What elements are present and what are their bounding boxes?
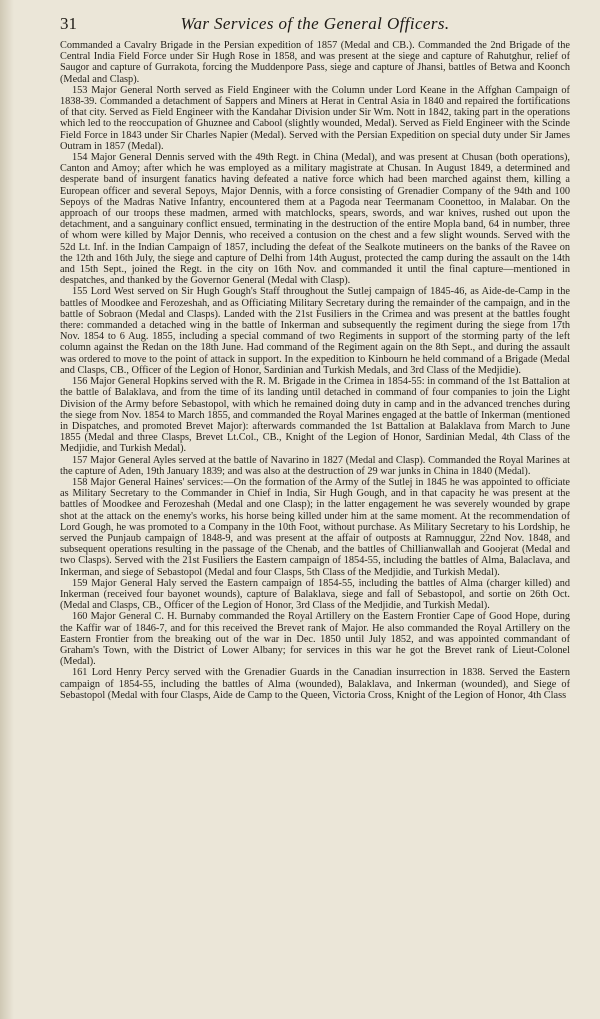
- running-title: War Services of the General Officers.: [180, 14, 450, 33]
- page-header: [60, 14, 570, 38]
- paragraph-153: 153 Major General North served as Field Engineer with the Column under Lord Keane in the Affghan Campaign of 1838-39. Commanded a detachment of Sappers and Miners at Herat in Central Asia in 1840 and repaired the fortifications of that city. Served as Field Engineer with the Kandahar Division under Sir Wm. Nott in 1842, taking part in the operations which led to the reoccupation of Ghuznee and Cabool (slightly wounded, Medal). Served as Field Engineer with the Scinde Field Force in 1843 under Sir Charles Napier (Medal). Served with the Persian Expedition on special duty under Sir James Outram in 1857 (Medal).: [60, 84, 570, 152]
- paragraph-157: 157 Major General Ayles served at the battle of Navarino in 1827 (Medal and Clasp). Commanded the Royal Marines at the capture of Aden, 19th January 1839; and was also at the destruction of 29 war junks in China in 1840 (Medal).: [60, 454, 570, 477]
- page-number: 31: [60, 14, 77, 33]
- paragraph-154: 154 Major General Dennis served with the 49th Regt. in China (Medal), and was present at Chusan (both operations), Canton and Amoy; after which he was employed as a military magistrate at Chusan. In August 1849, a determined and desperate band of insurgent fanatics having defeated a native force which had been marched against them, killing a European officer and several Sepoys, Major Dennis, with a force consisting of Grenadier Company of the 94th and 100 Sepoys of the Madras Native Infantry, encountered them at a Pagoda near Teermanam Coonettoo, in Malabar. On the approach of our troops these madmen, armed with matchlocks, spears, swords, and war knives, rushed out upon the detachment, and a sanguinary conflict ensued, terminating in the destruction of the entire Mopla band, 64 in number, three of whom were killed by Major Dennis, who received a contusion on the chest and a few slight wounds. Served with the 52d Lt. Inf. in the Indian Campaign of 1857, including the defeat of the Sealkote mutineers on the banks of the Ravee on the 12th and 16th July, the siege and capture of Delhi from 14th August, protected the camp during the assault on the 14th and 15th Sept., joined the Regt. in the city on 16th Nov. and commanded it until the final capture—mentioned in despatches, and thanked by the Governor General (Medal with Clasp).: [60, 152, 570, 287]
- paragraph-161: 161 Lord Henry Percy served with the Grenadier Guards in the Canadian insurrection in 1838. Served the Eastern campaign of 1854-55, including the battles of Alma (wounded), Balaklava, and Inkerman (wounded), and Siege of Sebastopol (Medal with four Clasps, Aide de Camp to the Queen, Victoria Cross, Knight of the Legion of Honor, 4th Class: [60, 667, 570, 701]
- page-gutter-shadow: [0, 0, 14, 1019]
- paragraph-159: 159 Major General Haly served the Eastern campaign of 1854-55, including the battles of Alma (charger killed) and Inkerman (received four bayonet wounds), capture of Balaklava, siege and fall of Sebastopol, and sortie on 26th Oct. (Medal and Clasps, CB., Officer of the Legion of Honor, 3rd Class of the Medjidie, and Turkish Medal).: [60, 577, 570, 612]
- paragraph-156: 156 Major General Hopkins served with the R. M. Brigade in the Crimea in 1854-55: in command of the 1st Battalion at the battle of Balaklava, and from the time of its landing until detached in command of four companies to join the Light Division of the Army before Sebastopol, with which he remained doing duty in camp and in the advanced trenches during the siege from Nov. 1854 to March 1855, and commanded the Royal Marines engaged at the battle of Inkerman (mentioned in Dispatches, and promoted Brevet Major): afterwards commanded the 1st Battalion at Balaklava from March to June 1855 (Medal and three Clasps, Brevet Lt.Col., CB., Knight of the Legion of Honor, Sardinian Medal, 4th Class of the Medjidie, and Turkish Medal).: [60, 376, 570, 455]
- paragraph-155: 155 Lord West served on Sir Hugh Gough's Staff throughout the Sutlej campaign of 1845-46, as Aide-de-Camp in the battles of Moodkee and Ferozeshah, and as Officiating Military Secretary during the remainder of the campaign, and in the battle of Sobraon (Medal and Clasps). Landed with the 21st Fusiliers in the Crimea and was present at the battles fought there: commanded a detached wing in the battle of Inkerman and subsequently the regiment during the siege from 17th Nov. 1854 to 6 Aug. 1855, including a special command of two Regiments in support of the storming party of the left column against the Redan on the 18th June. Had command of the Regiment again on the 8th Sept., and during the assault was ordered to move to the point of attack in support. In the expedition to Kinbourn he held command of a Brigade (Medal and Clasps, CB., Officer of the Legion of Honor, Sardinian and Turkish Medals, and 3rd Class of the Medjidie).: [60, 286, 570, 376]
- page-body: [60, 40, 570, 1000]
- paragraph-160: 160 Major General C. H. Burnaby commanded the Royal Artillery on the Eastern Frontier Cape of Good Hope, during the Kaffir war of 1846-7, and for this received the Brevet rank of Major. He also commanded the Royal Artillery on the Eastern Frontier from the breaking out of the war in Dec. 1850 until July 1852, and was appointed commandant of Graham's Town, with the District of Lower Albany; for services in this war he got the Brevet rank of Lieut-Colonel (Medal).: [60, 611, 570, 668]
- paragraph-158: 158 Major General Haines' services:—On the formation of the Army of the Sutlej in 1845 he was appointed to officiate as Military Secretary to the Commander in Chief in India, Sir Hugh Gough, and in that capacity he was present at the battles of Moodkee and Ferozeshah (Medal and one Clasp); in the latter engagement he was severely wounded by grape shot at the attack on the enemy's works, his horse being killed under him at the same moment. At the recommendation of Lord Gough, he was promoted to a Company in the 10th Foot, without purchase. As Military Secretary to his Lordship, he served the Punjaub campaign of 1848-9, and was present at the affair of outposts at Ramnuggur, 22nd Nov. 1848, and subsequent operations resulting in the passage of the Chenab, and the battles of Chillianwallah and Goojerat (Medal and two Clasps). Served with the 21st Fusiliers the Eastern campaign of 1854-55, including the battles of Alma, Balaclava, and Inkerman, and siege of Sebastopol (Medal and four Clasps, 5th Class of the Medjidie, and Turkish Medal).: [60, 476, 570, 578]
- paragraph-152-continued: Commanded a Cavalry Brigade in the Persian expedition of 1857 (Medal and CB.). Commanded the 2nd Brigade of the Central India Field Force under Sir Hugh Rose in 1858, and was present at the siege and capture of Rahutghur, relief of Saugor and capture of Gurrakota, forcing the Muddenpore Pass, siege and capture of Jhansi, battles of Betwa and Koonch (Medal and Clasp).: [60, 40, 570, 85]
